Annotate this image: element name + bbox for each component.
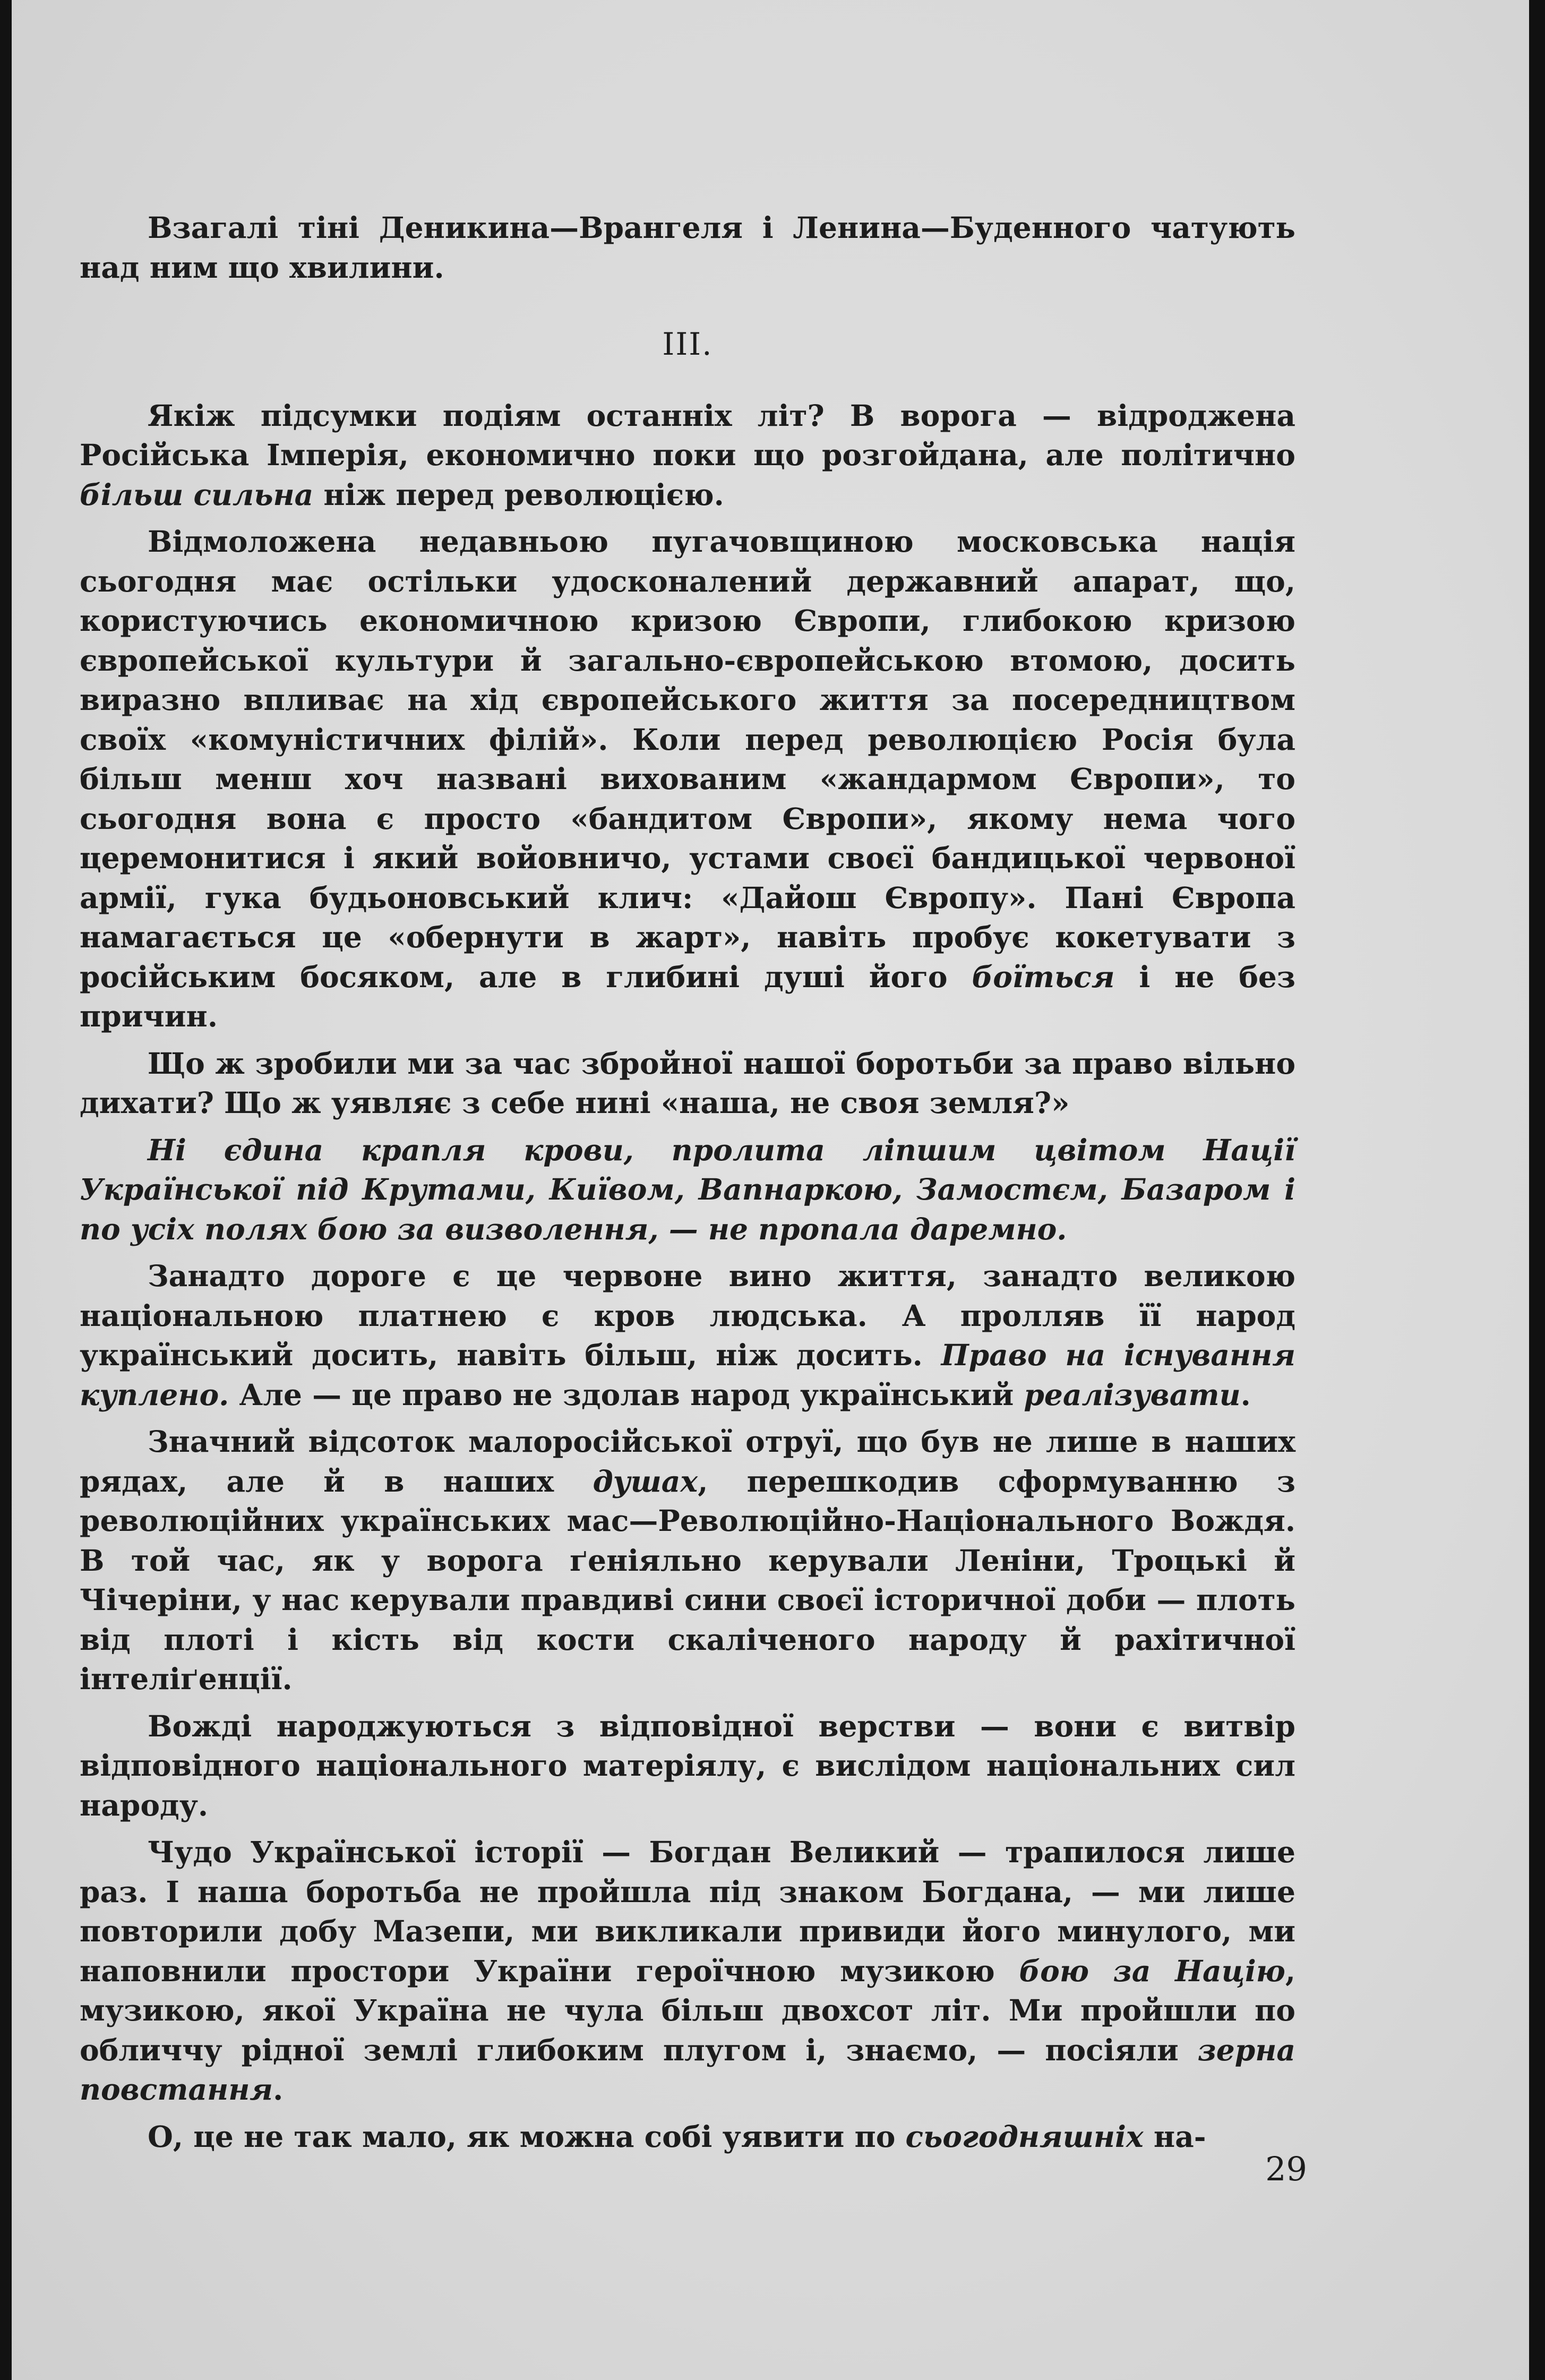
paragraph-text: Взагалі тіні Деникина—Врангеля і Ленина—Буденного чатують над ним що хвилини. bbox=[80, 210, 1295, 285]
paragraph-opening bbox=[80, 208, 1295, 287]
italic-emphasis: Право на існування куплено. bbox=[80, 1338, 1295, 1412]
paragraph-bohdan: Чудо Української історії — Богдан Великий — трапилося лише раз. І наша боротьба не пройшла під знаком Богдана, — ми лише повторили добу Мазепи, ми викликали привиди його минулого, ми наповнили простори України героїчною музикою бою за Націю, музикою, якої Україна не чула більш двохсот літ. Ми пройшли по обличчу рідної землі глибоким плугом і, знаємо, — посіяли зерна повстання. bbox=[80, 1835, 1295, 2107]
paragraph-leaders: Вожді народжуються з відповідної верстви — вони є витвір відповідного національного матеріялу, є вислідом національних сил народу. bbox=[80, 1708, 1295, 1822]
scan-edge-right bbox=[1529, 0, 1545, 2380]
paragraph-moscow-nation: Відмоложена недавньою пугачовщиною московська нація сьогодня має остільки удосконалений державний апарат, що, користуючись економичною кризою Європи, глибокою кризою європейської культури й загально-європейською втомою, досить виразно впливає на хід європейського життя за посередництвом своїх «комуністичних філій». Коли перед революцією Росія була більш менш хоч названі вихованим «жандармом Європи», то сьогодня вона є просто «бандитом Європи», якому нема чого церемонитися і який войовничо, устами своєї бандицької червоної армії, гука будьоновський клич: «Дайош Європу». Пані Європа намагається це «обернути в жарт», навіть пробує кокетувати з російським босяком, але в глибині душі його боїться і не без причин. bbox=[80, 524, 1295, 1033]
italic-emphasis: бою за Націю bbox=[1019, 1953, 1285, 1988]
paragraph-question: Що ж зробили ми за час збройної нашої боротьби за право вільно дихати? Що ж уявляє з себе нині «наша, не своя земля?» bbox=[80, 1046, 1295, 1120]
italic-emphasis: зерна повстання bbox=[80, 2032, 1295, 2107]
paragraph-italic-blood: Ні єдина крапля крови, пролита ліпшим цвітом Нації Української під Крутами, Київом, Вапнаркою, Замостєм, Базаром і по усіх полях бою за визволення, — не пропала даремно. bbox=[80, 1132, 1295, 1246]
page-number: 29 bbox=[1265, 2150, 1307, 2188]
body-text bbox=[80, 208, 1295, 2164]
book-page bbox=[12, 0, 1529, 2380]
italic-emphasis: реалізувати bbox=[1024, 1377, 1241, 1412]
paragraph-poison: Значний відсоток малоросійської отруї, що був не лише в наших рядах, але й в наших душах, перешкодив сформуванню з революційних українських мас—Революційно-Національного Вождя. В той час, як у ворога ґеніяльно керували Леніни, Троцькі й Чічеріни, у нас керували правдиві сини своєї історичної доби — плоть від плоті і кість від кости скаліченого народу й рахітичної інтеліґенції. bbox=[80, 1424, 1295, 1696]
paragraph-closing: О, це не так мало, як можна собі уявити по сьогодняшніх на- bbox=[148, 2119, 1206, 2154]
italic-emphasis: сьогодняшніх bbox=[905, 2119, 1144, 2154]
italic-emphasis: душах bbox=[593, 1463, 698, 1499]
scan-edge-left bbox=[0, 0, 12, 2380]
italic-emphasis: більш сильна bbox=[80, 477, 314, 512]
paragraph-red-wine: Занадто дороге є це червоне вино життя, занадто великою національною платнею є кров людська. А пролляв її народ український досить, навіть більш, ніж досить. Право на існування куплено. Але — це право не здолав народ український реалізувати. bbox=[80, 1259, 1295, 1412]
paragraph-summary: Якіж підсумки подіям останніх літ? В ворога — відроджена Російська Імперія, економично поки що розгойдана, але політично більш сильна ніж перед революцією. bbox=[80, 398, 1295, 512]
italic-emphasis: боїться bbox=[972, 959, 1115, 994]
section-heading: III. bbox=[662, 326, 713, 362]
